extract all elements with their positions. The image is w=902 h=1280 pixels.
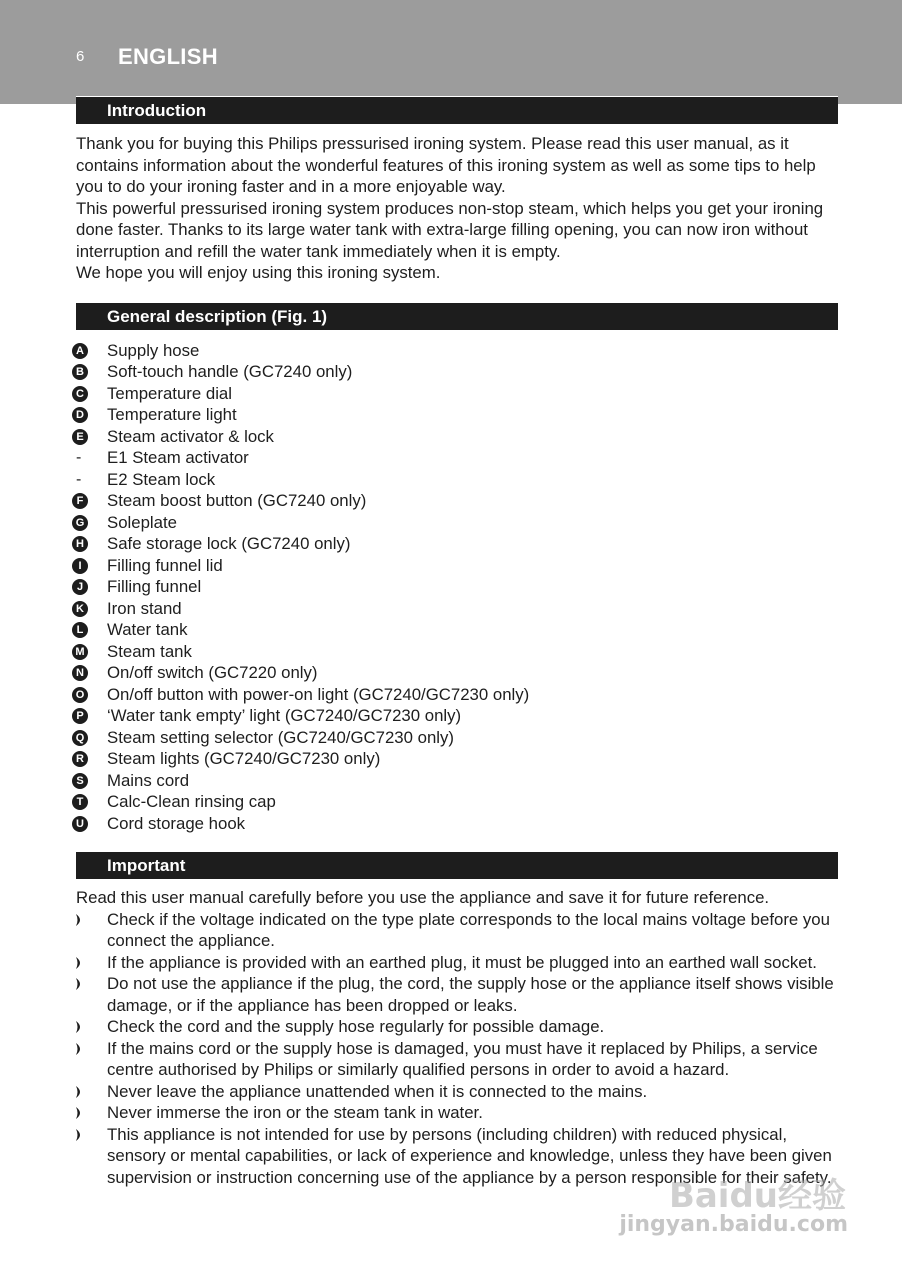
letter-badge-icon: C — [72, 386, 88, 402]
letter-badge-icon: R — [72, 751, 88, 767]
watermark-url: jingyan.baidu.com — [619, 1212, 848, 1237]
letter-badge-icon: H — [72, 536, 88, 552]
safety-bullet-text: Check if the voltage indicated on the type plate corresponds to the local mains voltage before you connect the appliance. — [107, 909, 830, 950]
parts-list-item-label: On/off switch (GC7220 only) — [107, 663, 318, 682]
parts-list — [76, 340, 838, 835]
parts-list-item — [76, 447, 838, 469]
intro-paragraph: We hope you will enjoy using this ironing system. — [76, 263, 441, 282]
parts-list-item-label: On/off button with power-on light (GC7240/GC7230 only) — [107, 684, 530, 704]
letter-badge-icon: E — [72, 429, 88, 445]
parts-list-item-label: Soleplate — [107, 512, 177, 532]
parts-list-item-label: ‘Water tank empty’ light (GC7240/GC7230 only) — [107, 706, 462, 725]
safety-bullet-list — [76, 909, 838, 1189]
bullet-arrow-icon — [76, 978, 84, 990]
language-label: ENGLISH — [118, 44, 218, 69]
parts-list-item-label: Supply hose — [107, 340, 200, 360]
parts-list-item — [76, 576, 838, 598]
safety-bullet-item — [76, 952, 838, 974]
letter-badge-icon: J — [72, 579, 88, 595]
safety-bullet-text: Never immerse the iron or the steam tank in water. — [107, 1103, 483, 1122]
parts-list-item — [76, 619, 838, 641]
parts-list-item-label: Filling funnel — [107, 577, 202, 596]
parts-list-item-label: Calc-Clean rinsing cap — [107, 792, 276, 811]
intro-paragraph: This powerful pressurised ironing system produces non-stop steam, which helps you get your ironing done faster. Thanks to its large water tank with extra-large filling opening, you can now iron without interruption and refill the water tank immediately when it is empty. — [76, 198, 824, 261]
parts-list-item-label: E1 Steam activator — [107, 448, 249, 467]
bullet-arrow-icon — [76, 1129, 84, 1141]
letter-badge-icon: O — [72, 687, 88, 703]
parts-list-item — [76, 598, 838, 620]
intro-paragraph: Thank you for buying this Philips pressurised ironing system. Please read this user manual, as it contains information about the wonderful features of this ironing system as well as some tips to help you to do your ironing faster and in a more enjoyable way. — [76, 134, 816, 196]
bullet-arrow-icon — [76, 1086, 84, 1098]
letter-badge-icon: A — [72, 343, 88, 359]
parts-list-item-label: Cord storage hook — [107, 813, 246, 833]
important-intro: Read this user manual carefully before you use the appliance and save it for future reference. — [76, 888, 770, 907]
parts-list-item — [76, 383, 838, 405]
bullet-arrow-icon — [76, 957, 84, 969]
parts-list-item-label: Iron stand — [107, 598, 182, 618]
parts-list-item — [76, 361, 838, 383]
parts-list-item-label: Steam boost button (GC7240 only) — [107, 491, 367, 510]
parts-list-item — [76, 662, 838, 684]
parts-list-item-label: Filling funnel lid — [107, 555, 223, 575]
parts-list-item — [76, 340, 838, 362]
letter-badge-icon: N — [72, 665, 88, 681]
letter-badge-icon: I — [72, 558, 88, 574]
parts-list-item — [76, 641, 838, 663]
parts-list-item-label: E2 Steam lock — [107, 469, 216, 489]
safety-bullet-item — [76, 1102, 838, 1124]
safety-bullet-item — [76, 909, 838, 952]
parts-list-item — [76, 791, 838, 813]
parts-list-item-label: Soft-touch handle (GC7240 only) — [107, 362, 353, 381]
safety-bullet-item — [76, 973, 838, 1016]
parts-list-item-label: Mains cord — [107, 770, 190, 790]
parts-list-item — [76, 705, 838, 727]
letter-badge-icon: S — [72, 773, 88, 789]
bullet-arrow-icon — [76, 1043, 84, 1055]
letter-badge-icon: L — [72, 622, 88, 638]
parts-list-item — [76, 490, 838, 512]
letter-badge-icon: M — [72, 644, 88, 660]
parts-list-item — [76, 748, 838, 770]
section-heading-important: Important — [76, 851, 838, 879]
parts-list-item-label: Water tank — [107, 620, 188, 639]
letter-badge-icon: D — [72, 407, 88, 423]
parts-list-item-label: Temperature dial — [107, 383, 232, 403]
letter-badge-icon: P — [72, 708, 88, 724]
safety-bullet-item — [76, 1081, 838, 1103]
introduction-body — [76, 133, 838, 284]
safety-bullet-text: Never leave the appliance unattended when it is connected to the mains. — [107, 1081, 648, 1101]
safety-bullet-text: Check the cord and the supply hose regularly for possible damage. — [107, 1017, 605, 1036]
safety-bullet-text: If the mains cord or the supply hose is damaged, you must have it replaced by Philips, a service centre authorised by Philips or similarly qualified persons in order to avoid a hazard. — [107, 1038, 818, 1079]
parts-list-item — [76, 469, 838, 491]
letter-badge-icon: G — [72, 515, 88, 531]
safety-bullet-text: This appliance is not intended for use by persons (including children) with reduced physical, sensory or mental capabilities, or lack of experience and knowledge, unless they have been given supervision or instruction concerning use of the appliance by a person responsible for their safety. — [107, 1124, 832, 1187]
letter-badge-icon: B — [72, 364, 88, 380]
parts-list-item-label: Steam setting selector (GC7240/GC7230 only) — [107, 727, 454, 747]
letter-badge-icon: U — [72, 816, 88, 832]
letter-badge-icon: K — [72, 601, 88, 617]
dash-marker: - — [76, 470, 82, 488]
section-heading-introduction: Introduction — [76, 96, 838, 124]
bullet-arrow-icon — [76, 1107, 84, 1119]
letter-badge-icon: Q — [72, 730, 88, 746]
parts-list-item — [76, 727, 838, 749]
parts-list-item — [76, 813, 838, 835]
page-content — [76, 96, 838, 1188]
parts-list-item-label: Steam activator & lock — [107, 426, 274, 446]
dash-marker: - — [76, 449, 82, 466]
parts-list-item-label: Temperature light — [107, 405, 237, 424]
page-number: 6 — [76, 48, 85, 65]
bullet-arrow-icon — [76, 914, 84, 926]
watermark-logo: Baidu经验 — [668, 1176, 846, 1216]
parts-list-item — [76, 404, 838, 426]
letter-badge-icon: F — [72, 493, 88, 509]
parts-list-item — [76, 533, 838, 555]
safety-bullet-text: If the appliance is provided with an earthed plug, it must be plugged into an earthed wall socket. — [107, 952, 817, 972]
parts-list-item — [76, 555, 838, 577]
letter-badge-icon: T — [72, 794, 88, 810]
safety-bullet-item — [76, 1016, 838, 1038]
safety-bullet-item — [76, 1038, 838, 1081]
parts-list-item — [76, 770, 838, 792]
parts-list-item — [76, 426, 838, 448]
parts-list-item — [76, 684, 838, 706]
parts-list-item-label: Steam tank — [107, 641, 192, 661]
parts-list-item-label: Safe storage lock (GC7240 only) — [107, 534, 351, 553]
bullet-arrow-icon — [76, 1021, 84, 1033]
section-heading-general-description: General description (Fig. 1) — [76, 302, 838, 330]
parts-list-item-label: Steam lights (GC7240/GC7230 only) — [107, 749, 381, 768]
parts-list-item — [76, 512, 838, 534]
safety-bullet-text: Do not use the appliance if the plug, the cord, the supply hose or the appliance itself shows visible damage, or if the appliance has been dropped or leaks. — [107, 974, 834, 1015]
